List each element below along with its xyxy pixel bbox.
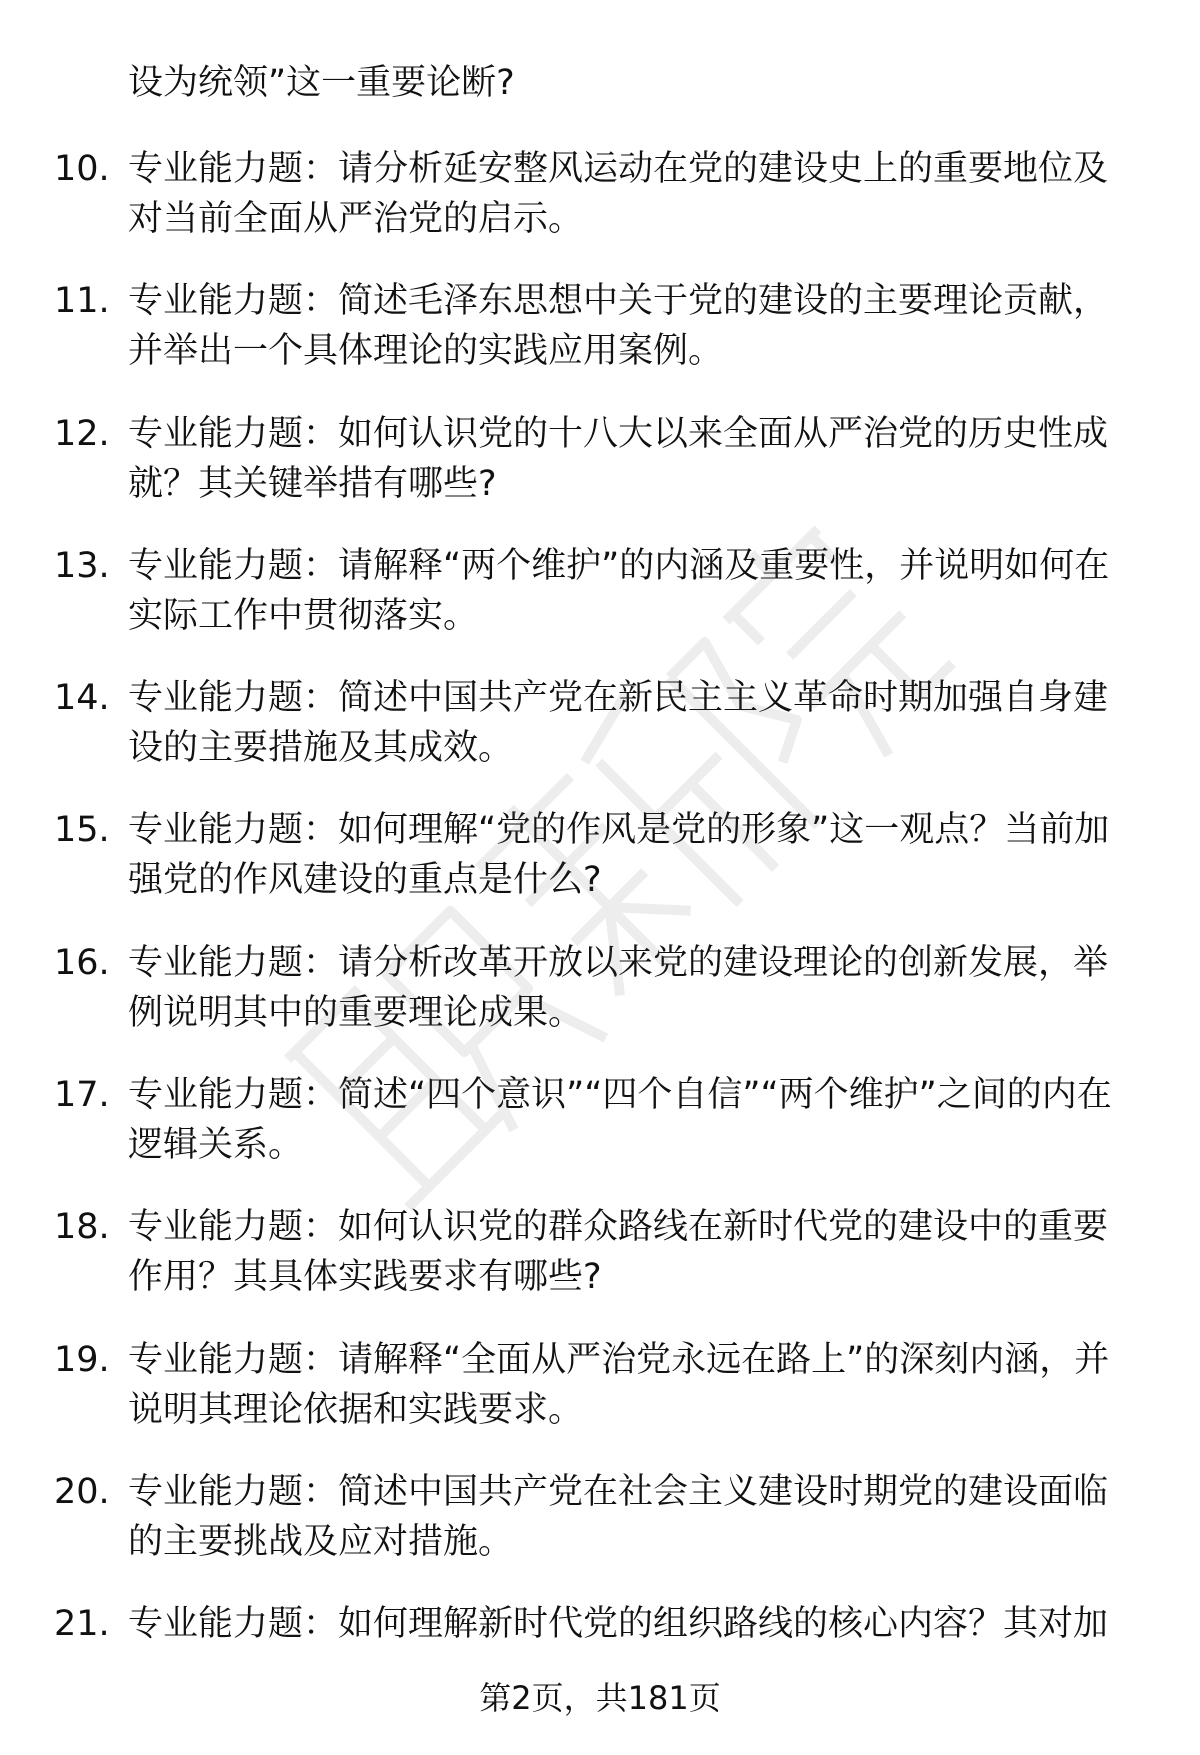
- page-footer: 第2页，共181页: [479, 1679, 721, 1717]
- question-number: 15.: [54, 810, 110, 851]
- question-text: 专业能力题：如何理解新时代党的组织路线的核心内容？其对加: [128, 1604, 1109, 1645]
- question-item: [0, 938, 1200, 1070]
- question-number: 13.: [54, 545, 110, 586]
- question-number: 19.: [54, 1339, 110, 1380]
- question-list: [0, 144, 1200, 1732]
- question-number: 18.: [54, 1207, 110, 1248]
- question-item: [0, 144, 1200, 276]
- continued-question-text: 设为统领”这一重要论断?: [128, 63, 515, 103]
- question-text: 专业能力题：简述中国共产党在新民主主义革命时期加强自身建设的主要措施及其成效。: [128, 678, 1109, 769]
- question-number: 21.: [54, 1604, 110, 1645]
- question-text: 专业能力题：请分析改革开放以来党的建设理论的创新发展，举例说明其中的重要理论成果。: [128, 942, 1109, 1033]
- question-item: [0, 673, 1200, 805]
- question-number: 16.: [54, 942, 110, 983]
- question-item: [0, 1070, 1200, 1202]
- question-number: 11.: [54, 281, 110, 322]
- question-number: 17.: [54, 1075, 110, 1116]
- question-text: 专业能力题：简述“四个意识”“四个自信”“两个维护”之间的内在逻辑关系。: [128, 1075, 1112, 1166]
- question-item: [0, 1202, 1200, 1334]
- question-text: 专业能力题：如何认识党的十八大以来全面从严治党的历史性成就？其关键举措有哪些?: [128, 413, 1109, 504]
- question-number: 20.: [54, 1471, 110, 1512]
- question-text: 专业能力题：如何认识党的群众路线在新时代党的建设中的重要作用？其具体实践要求有哪些?: [128, 1207, 1109, 1298]
- question-item: [0, 541, 1200, 673]
- question-text: 专业能力题：请解释“两个维护”的内涵及重要性，并说明如何在实际工作中贯彻落实。: [128, 545, 1110, 636]
- question-item: [0, 805, 1200, 937]
- question-text: 专业能力题：请分析延安整风运动在党的建设史上的重要地位及对当前全面从严治党的启示。: [128, 149, 1109, 239]
- question-item: [0, 1335, 1200, 1467]
- question-number: 10.: [54, 149, 110, 189]
- question-text: 专业能力题：请解释“全面从严治党永远在路上”的深刻内涵，并说明其理论依据和实践要求。: [128, 1339, 1110, 1430]
- question-number: 12.: [54, 413, 110, 454]
- question-number: 14.: [54, 678, 110, 719]
- question-item: [0, 409, 1200, 541]
- question-text: 专业能力题：如何理解“党的作风是党的形象”这一观点？当前加强党的作风建设的重点是什么?: [128, 810, 1110, 901]
- question-text: 专业能力题：简述毛泽东思想中关于党的建设的主要理论贡献，并举出一个具体理论的实践应用案例。: [128, 281, 1109, 372]
- question-text: 专业能力题：简述中国共产党在社会主义建设时期党的建设面临的主要挑战及应对措施。: [128, 1471, 1109, 1562]
- question-item: [0, 1467, 1200, 1599]
- question-item: [0, 276, 1200, 408]
